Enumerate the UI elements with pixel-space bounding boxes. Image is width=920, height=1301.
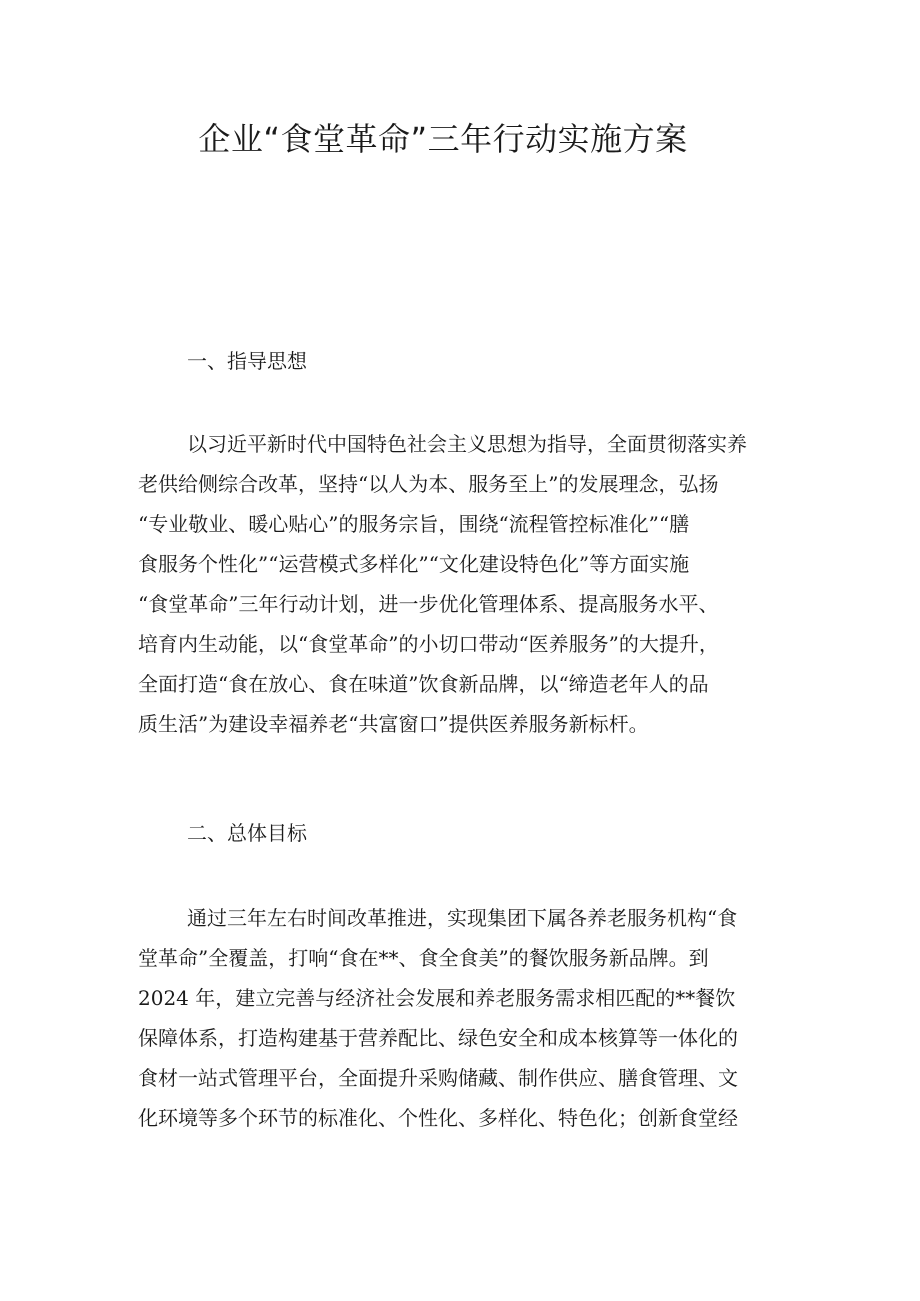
paragraph-line: 培育内生动能，以“食堂革命”的小切口带动“医养服务”的大提升，: [138, 632, 719, 656]
paragraph-line: 全面打造“食在放心、食在味道”饮食新品牌，以“缔造老年人的品: [138, 672, 709, 696]
paragraph-overall-goals: [138, 898, 798, 1138]
paragraph-line: 质生活”为建设幸福养老“共富窗口”提供医养服务新标杆。: [138, 712, 649, 736]
paragraph-line: “食堂革命”三年行动计划，进一步优化管理体系、提高服务水平、: [138, 592, 719, 616]
paragraph-line: 化环境等多个环节的标准化、个性化、多样化、特色化；创新食堂经: [138, 1106, 738, 1130]
paragraph-line: 以习近平新时代中国特色社会主义思想为指导，全面贯彻落实养: [187, 432, 747, 456]
section-heading-overall-goals: 二、总体目标: [187, 821, 307, 845]
paragraph-line: “专业敬业、暖心贴心”的服务宗旨，围绕“流程管控标准化”“膳: [138, 512, 690, 536]
paragraph-line: 2024 年，建立完善与经济社会发展和养老服务需求相匹配的**餐饮: [138, 986, 736, 1010]
paragraph-line: 食材一站式管理平台，全面提升采购储藏、制作供应、膳食管理、文: [138, 1066, 738, 1090]
paragraph-line: 堂革命”全覆盖，打响“食在**、食全食美”的餐饮服务新品牌。到: [138, 946, 709, 970]
paragraph-guiding-ideology: [138, 424, 798, 744]
paragraph-line: 通过三年左右时间改革推进，实现集团下属各养老服务机构“食: [187, 906, 738, 930]
paragraph-line: 保障体系，打造构建基于营养配比、绿色安全和成本核算等一体化的: [138, 1026, 738, 1050]
document-title: 企业“食堂革命”三年行动实施方案: [198, 120, 688, 158]
paragraph-line: 老供给侧综合改革，坚持“以人为本、服务至上”的发展理念，弘扬: [138, 472, 719, 496]
paragraph-line: 食服务个性化”“运营模式多样化”“文化建设特色化”等方面实施: [138, 552, 690, 576]
section-heading-guiding-ideology: 一、指导思想: [187, 349, 307, 373]
